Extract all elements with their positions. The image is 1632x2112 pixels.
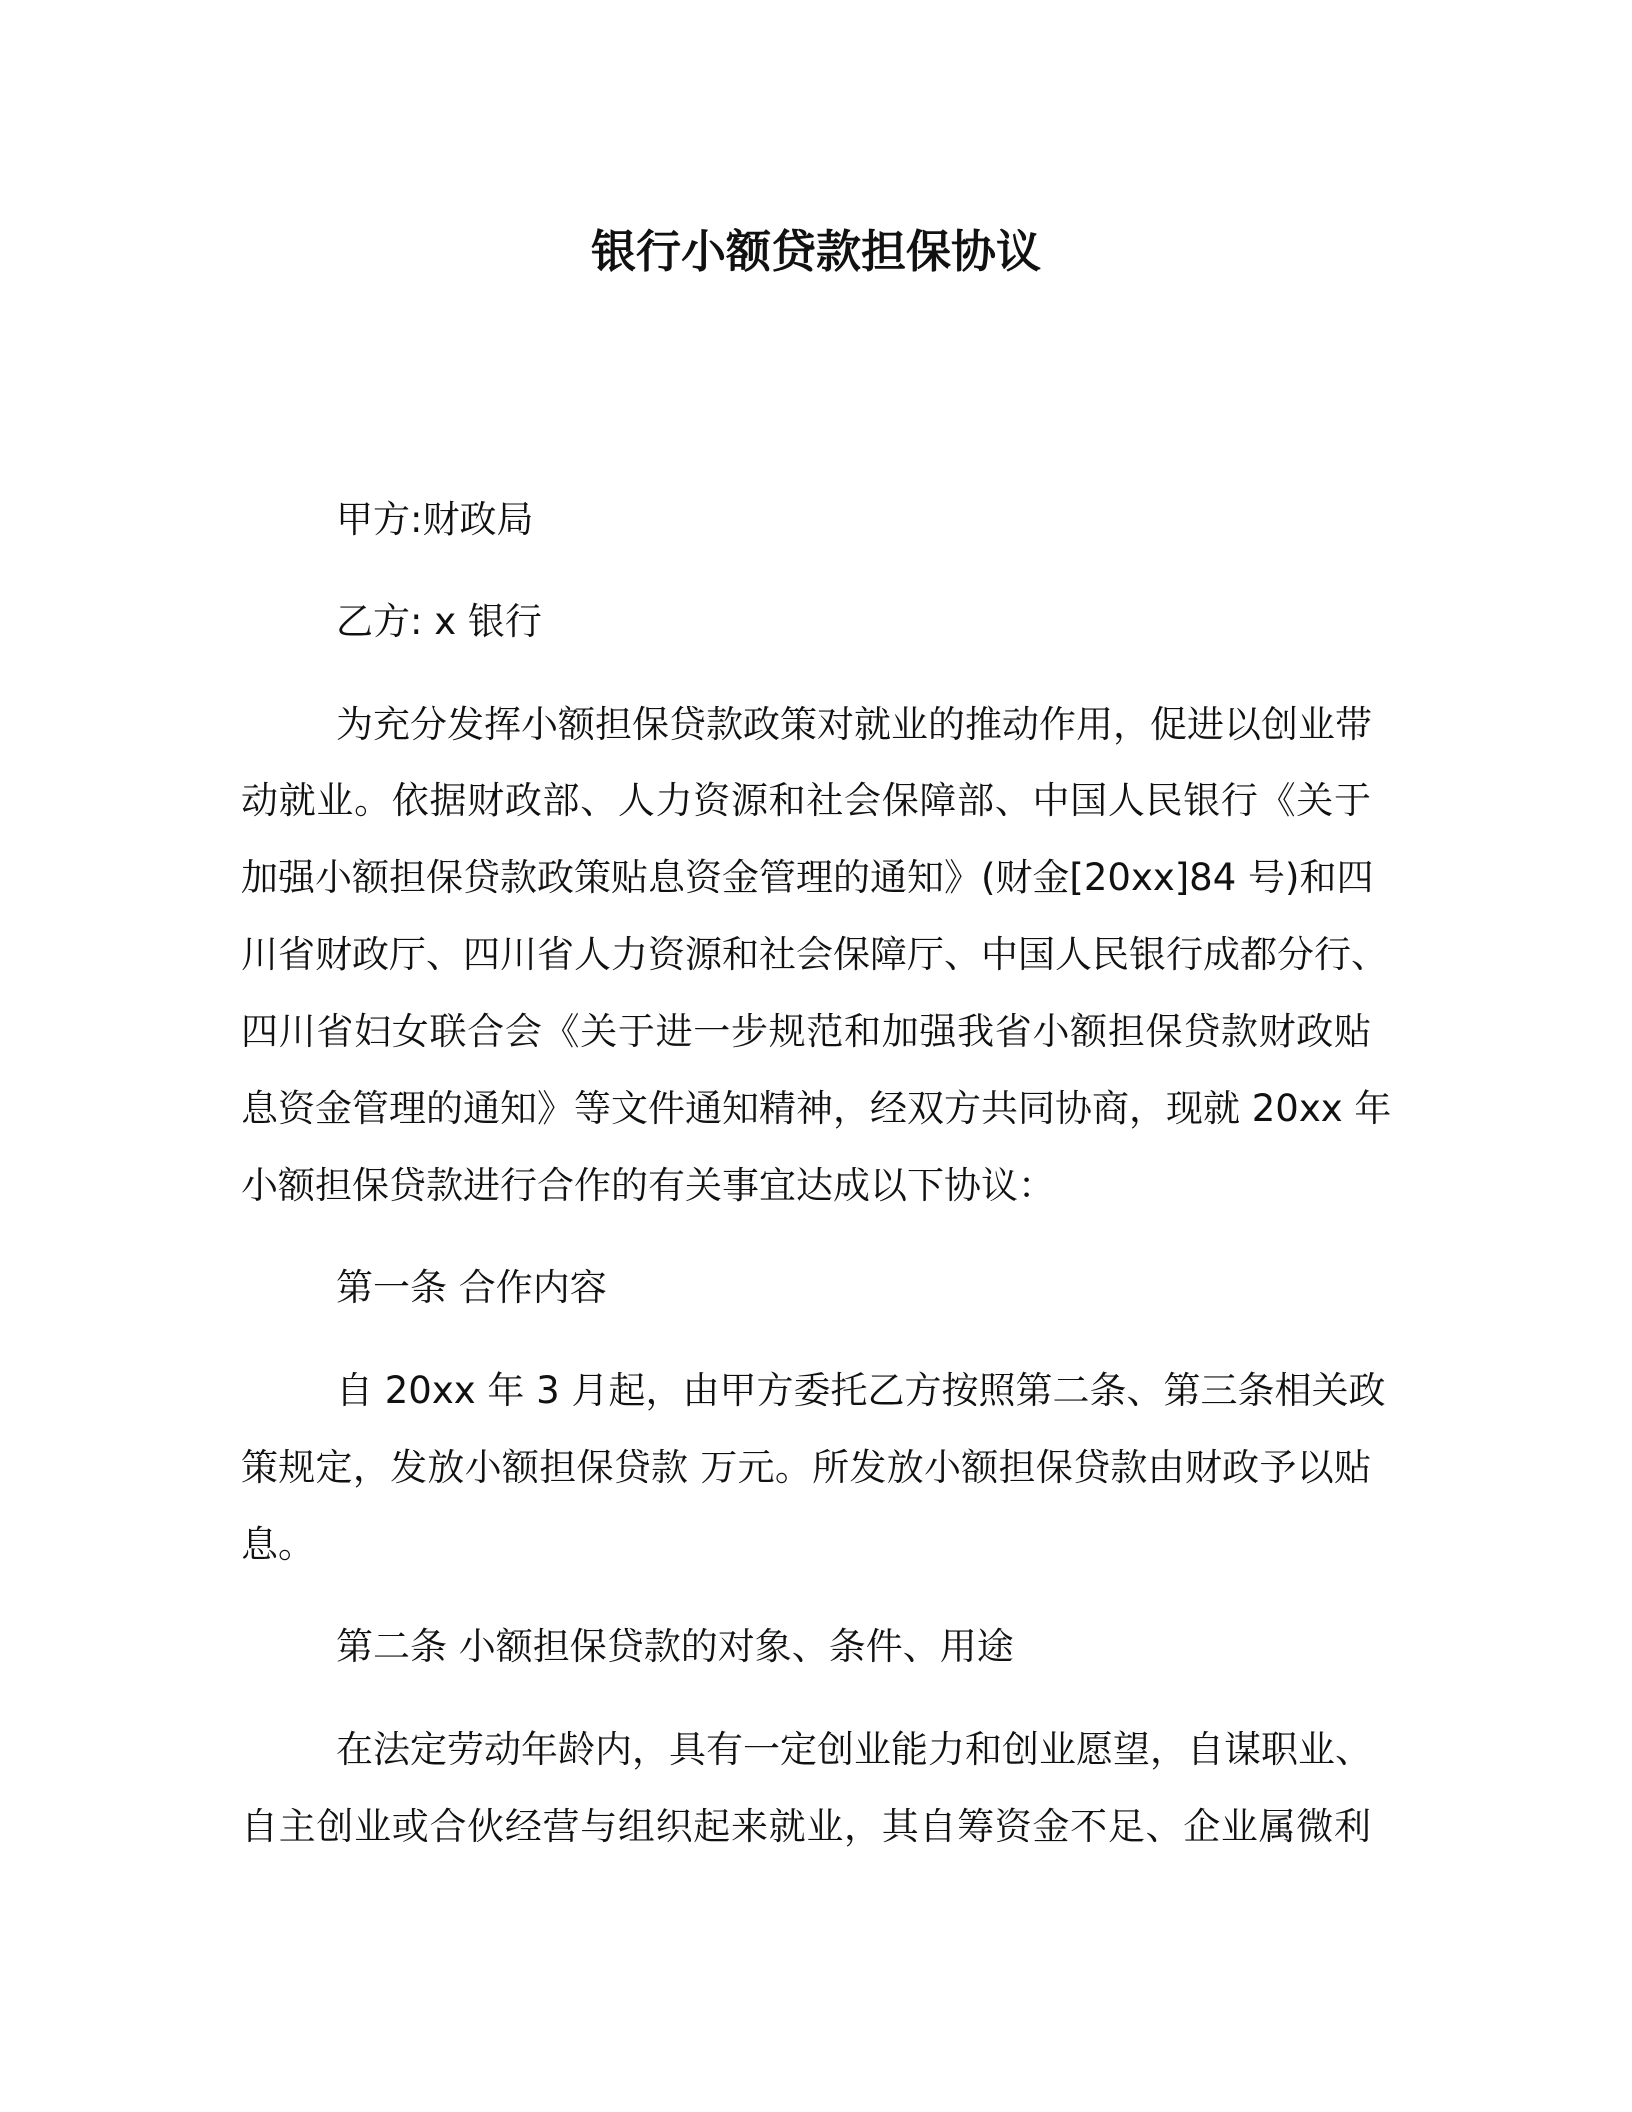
preamble-line: 动就业。依据财政部、人力资源和社会保障部、中国人民银行《关于: [241, 779, 1371, 822]
article-2-line: 自主创业或合伙经营与组织起来就业，其自筹资金不足、企业属微利: [241, 1805, 1371, 1848]
party-a: 甲方:财政局: [336, 498, 534, 541]
document-title: 银行小额贷款担保协议: [590, 225, 1041, 278]
article-1-line: 策规定，发放小额担保贷款 万元。所发放小额担保贷款由财政予以贴: [241, 1446, 1371, 1489]
article-2-heading: 第二条 小额担保贷款的对象、条件、用途: [336, 1625, 1014, 1668]
article-1-first-line: 自 20xx 年 3 月起，由甲方委托乙方按照第二条、第三条相关政: [336, 1369, 1386, 1412]
preamble-line: 四川省妇女联合会《关于进一步规范和加强我省小额担保贷款财政贴: [241, 1010, 1371, 1053]
article-2-first-line: 在法定劳动年龄内，具有一定创业能力和创业愿望，自谋职业、: [336, 1728, 1372, 1771]
preamble-line: 加强小额担保贷款政策贴息资金管理的通知》(财金[20xx]84 号)和四: [241, 856, 1374, 899]
article-1-heading: 第一条 合作内容: [336, 1266, 607, 1309]
preamble-line: 息资金管理的通知》等文件通知精神，经双方共同协商，现就 20xx 年: [241, 1087, 1392, 1130]
party-b: 乙方: x 银行: [336, 600, 542, 643]
article-1-line: 息。: [241, 1523, 315, 1566]
preamble-line: 小额担保贷款进行合作的有关事宜达成以下协议：: [241, 1164, 1055, 1207]
preamble-line: 川省财政厅、四川省人力资源和社会保障厅、中国人民银行成都分行、: [241, 933, 1388, 976]
preamble-first-line: 为充分发挥小额担保贷款政策对就业的推动作用，促进以创业带: [336, 703, 1372, 746]
